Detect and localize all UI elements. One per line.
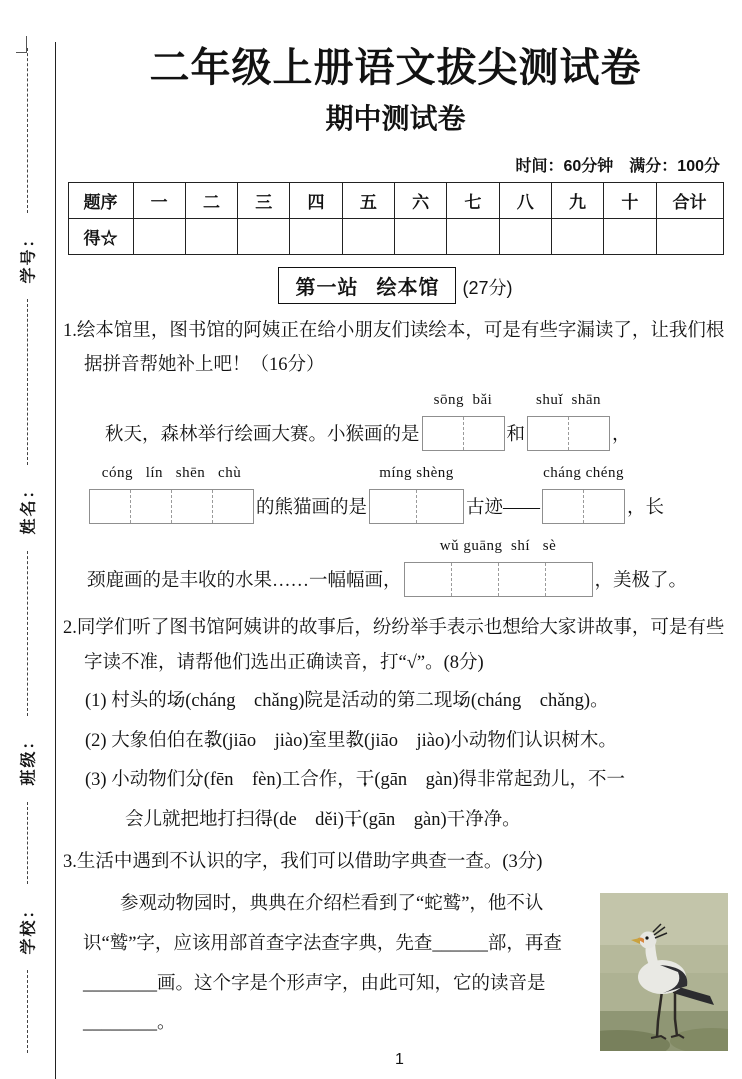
sidebar-field-student-name xyxy=(0,299,55,550)
pinyin-label-songbai: sōng bǎi xyxy=(433,392,493,409)
text-segment: (fēn fèn)工合作， xyxy=(203,770,356,791)
q2-item-3-continuation[interactable] xyxy=(85,801,728,841)
score-cell-total[interactable] xyxy=(656,219,723,255)
text-segment: (de děi) xyxy=(273,810,344,831)
q1-stem: 1.绘本馆里，图书馆的阿姨正在给小朋友们读绘本，可是有些字漏读了，让我们根据拼音帮她补上吧！（16分） xyxy=(63,321,725,376)
answer-boxes-songbai[interactable] xyxy=(422,416,505,451)
answer-boxes-mingsheng[interactable] xyxy=(369,489,464,524)
student-id-blank-line[interactable] xyxy=(27,48,28,213)
text-segment: (gān gàn)得非常起劲儿，不一 xyxy=(374,770,626,791)
pinyin-group-mingsheng xyxy=(369,465,464,524)
emphasized-char: 得 • xyxy=(255,810,274,830)
section-1-station: 第一站 xyxy=(295,277,359,299)
score-header-6: 六 xyxy=(394,183,446,219)
emphasized-char: 分 • xyxy=(185,770,204,790)
student-name-labelbox xyxy=(0,465,55,551)
text-segment: (2) 大象伯伯在 xyxy=(85,730,204,751)
school-labelbox xyxy=(0,884,55,970)
pinyin-group-shuishan xyxy=(527,392,610,451)
answer-boxes-shuishan[interactable] xyxy=(527,416,610,451)
school-blank-line[interactable] xyxy=(27,802,28,885)
q1-line1-text: 秋天，森林举行绘画大赛。小猴画的是 xyxy=(105,425,420,446)
q1-fill-line-3 xyxy=(87,538,728,597)
text-segment: (cháng chǎng)院是活动的第二现 xyxy=(185,690,453,711)
score-header-1: 一 xyxy=(133,183,185,219)
q1-line2-text1: 的熊猫画的是 xyxy=(256,498,368,519)
score-cell-3[interactable] xyxy=(238,219,290,255)
student-id-labelbox xyxy=(0,213,55,299)
score-header-4: 四 xyxy=(290,183,342,219)
pinyin-label-mingsheng: míng shèng xyxy=(379,465,454,482)
sidebar-field-school xyxy=(0,802,55,1053)
score-cell-2[interactable] xyxy=(185,219,237,255)
text-segment: (1) 村头的 xyxy=(85,690,167,711)
score-header-total: 合计 xyxy=(656,183,723,219)
q3-stem: 3.生活中遇到不认识的字，我们可以借助字典查一查。(3分) xyxy=(63,851,543,872)
answer-boxes-wuguangshise[interactable] xyxy=(404,562,593,597)
section-1-hall: 绘本馆 xyxy=(376,277,440,299)
emphasized-char: 干 • xyxy=(344,810,363,830)
student-id-label: 学号： xyxy=(20,229,38,284)
page-title: 二年级上册语文拔尖测试卷 xyxy=(149,46,642,90)
text-segment: (cháng chǎng)。 xyxy=(470,690,609,711)
score-cell-5[interactable] xyxy=(342,219,394,255)
score-row-label: 得☆ xyxy=(68,219,133,255)
sidebar-field-student-id xyxy=(0,48,55,299)
score-header-3: 三 xyxy=(238,183,290,219)
score-table xyxy=(68,182,724,255)
school-label: 学校： xyxy=(20,900,38,955)
emphasized-char: 干 • xyxy=(356,770,375,790)
q1-line1-and: 和 xyxy=(506,425,526,446)
student-name-blank-line[interactable] xyxy=(27,299,28,464)
emphasized-char: 教 • xyxy=(204,731,223,751)
pinyin-group-songbai xyxy=(422,392,505,451)
score-cell-9[interactable] xyxy=(551,219,603,255)
section-1-points: (27分) xyxy=(462,278,513,298)
answer-boxes-changcheng[interactable] xyxy=(542,489,625,524)
q1-line3-text1: 颈鹿画的是丰收的水果……一幅幅画， xyxy=(87,571,402,592)
school-blank-line-tail[interactable] xyxy=(27,970,28,1053)
score-header-10: 十 xyxy=(604,183,656,219)
q1-line3-end: ，美极了。 xyxy=(594,571,688,592)
page-number: 1 xyxy=(395,1051,404,1068)
sidebar-field-class xyxy=(0,551,55,802)
section-1-header xyxy=(63,267,728,304)
q2-item-3[interactable] xyxy=(85,761,728,801)
pinyin-group-wuguangshise xyxy=(404,538,593,597)
score-table-header-row xyxy=(68,183,723,219)
secretary-bird-photo xyxy=(600,893,728,1051)
emphasized-char: 场 • xyxy=(167,691,186,711)
exam-content xyxy=(57,0,742,1079)
student-info-sidebar xyxy=(0,42,56,1079)
exam-meta: 时间：60分钟 满分：100分 xyxy=(515,158,720,175)
emphasized-char: 场 • xyxy=(452,691,471,711)
q2-item-1[interactable] xyxy=(85,682,728,722)
text-segment: 会儿就把地打扫 xyxy=(125,810,255,831)
score-cell-7[interactable] xyxy=(447,219,499,255)
text-segment: (gān gàn)干净净。 xyxy=(362,810,521,831)
score-cell-8[interactable] xyxy=(499,219,551,255)
student-name-label: 姓名： xyxy=(20,480,38,535)
pinyin-label-shuishan: shuǐ shān xyxy=(536,392,602,409)
answer-boxes-conglinshenchu[interactable] xyxy=(89,489,254,524)
score-cell-6[interactable] xyxy=(394,219,446,255)
score-cell-10[interactable] xyxy=(604,219,656,255)
pinyin-label-wuguangshise: wǔ guāng shí sè xyxy=(439,538,557,555)
q2-stem: 2.同学们听了图书馆阿姨讲的故事后，纷纷举手表示也想给大家讲故事，可是有些字读不准，请帮他们选出正确读音，打“√”。(8分) xyxy=(63,618,725,673)
score-header-5: 五 xyxy=(342,183,394,219)
class-blank-line[interactable] xyxy=(27,551,28,716)
emphasized-char: 教 • xyxy=(346,731,365,751)
score-header-2: 二 xyxy=(185,183,237,219)
pinyin-label-conglinshenchu: cóng lín shēn chù xyxy=(101,465,242,482)
score-header-tixu: 题序 xyxy=(68,183,133,219)
text-segment: (jiāo jiào)小动物们认识树木。 xyxy=(364,730,617,751)
score-cell-1[interactable] xyxy=(133,219,185,255)
text-segment: (jiāo jiào)室里 xyxy=(222,730,346,751)
score-table-score-row xyxy=(68,219,723,255)
pinyin-group-conglinshenchu xyxy=(89,465,254,524)
q2-item-2[interactable] xyxy=(85,722,728,762)
pinyin-label-changcheng: cháng chéng xyxy=(543,465,624,482)
q1-line2-text2: 古迹—— xyxy=(466,498,541,519)
pinyin-group-changcheng xyxy=(542,465,625,524)
q2-items xyxy=(63,682,728,841)
q3-paragraph[interactable]: 参观动物园时，典典在介绍栏看到了“蛇鹫”，他不认识“鹫”字，应该用部首查字法查字典，先查______部，再查________画。这个字是个形声字，由此可知，它的读音是________。 xyxy=(83,894,562,1034)
q1-line2-end: ，长 xyxy=(627,498,665,519)
text-segment: (3) 小动物们 xyxy=(85,770,186,791)
q1-fill-line-1 xyxy=(105,392,728,451)
q1-line1-end: ， xyxy=(612,425,631,446)
score-cell-4[interactable] xyxy=(290,219,342,255)
score-header-7: 七 xyxy=(447,183,499,219)
class-label: 班级： xyxy=(20,731,38,786)
class-labelbox xyxy=(0,716,55,802)
score-header-8: 八 xyxy=(499,183,551,219)
page-subtitle: 期中测试卷 xyxy=(325,103,466,134)
q1-fill-line-2 xyxy=(87,465,728,524)
section-1-box xyxy=(278,267,456,304)
q3-body xyxy=(83,885,728,1044)
score-header-9: 九 xyxy=(551,183,603,219)
